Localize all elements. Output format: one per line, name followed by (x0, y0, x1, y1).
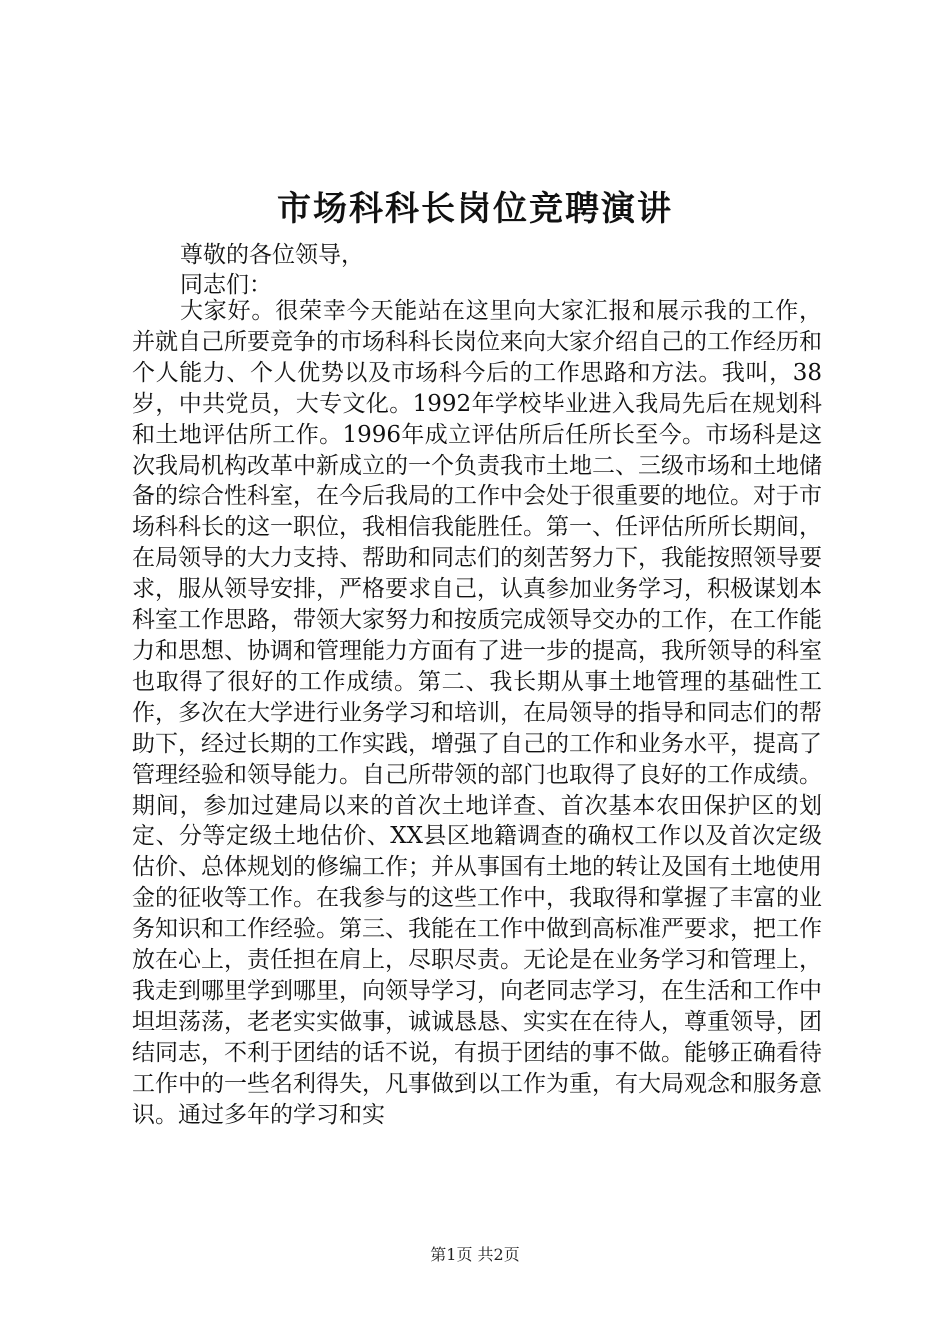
speech-body-paragraph: 大家好。很荣幸今天能站在这里向大家汇报和展示我的工作，并就自己所要竞争的市场科科长岗位来向大家介绍自己的工作经历和个人能力、个人优势以及市场科今后的工作思路和方法。我叫，38岁，中共党员，大专文化。1992年学校毕业进入我局先后在规划科和土地评估所工作。1996年成立评估所后任所长至今。市场科是这次我局机构改革中新成立的一个负责我市土地二、三级市场和土地储备的综合性科室，在今后我局的工作中会处于很重要的地位。对于市场科科长的这一职位，我相信我能胜任。第一、任评估所所长期间，在局领导的大力支持、帮助和同志们的刻苦努力下，我能按照领导要求，服从领导安排，严格要求自己，认真参加业务学习，积极谋划本科室工作思路，带领大家努力和按质完成领导交办的工作，在工作能力和思想、协调和管理能力方面有了进一步的提高，我所领导的科室也取得了很好的工作成绩。第二、我长期从事土地管理的基础性工作，多次在大学进行业务学习和培训，在局领导的指导和同志们的帮助下，经过长期的工作实践，增强了自己的工作和业务水平，提高了管理经验和领导能力。自己所带领的部门也取得了良好的工作成绩。期间，参加过建局以来的首次土地详查、首次基本农田保护区的划定、分等定级土地估价、XX县区地籍调查的确权工作以及首次定级估价、总体规划的修编工作；并从事国有土地的转让及国有土地使用金的征收等工作。在我参与的这些工作中，我取得和掌握了丰富的业务知识和工作经验。第三、我能在工作中做到高标准严要求，把工作放在心上，责任担在肩上，尽职尽责。无论是在业务学习和管理上，我走到哪里学到哪里，向领导学习，向老同志学习，在生活和工作中坦坦荡荡，老老实实做事，诚诚恳恳、实实在在待人，尊重领导，团结同志，不利于团结的话不说，有损于团结的事不做。能够正确看待工作中的一些名利得失，凡事做到以工作为重，有大局观念和服务意识。通过多年的学习和实 (132, 298, 822, 1128)
document-title: 市场科科长岗位竞聘演讲 (277, 189, 673, 229)
salutation-comrades: 同志们： (180, 272, 272, 298)
page-number-footer: 第1页 共2页 (430, 1245, 520, 1264)
salutation-leaders: 尊敬的各位领导， (180, 242, 364, 268)
